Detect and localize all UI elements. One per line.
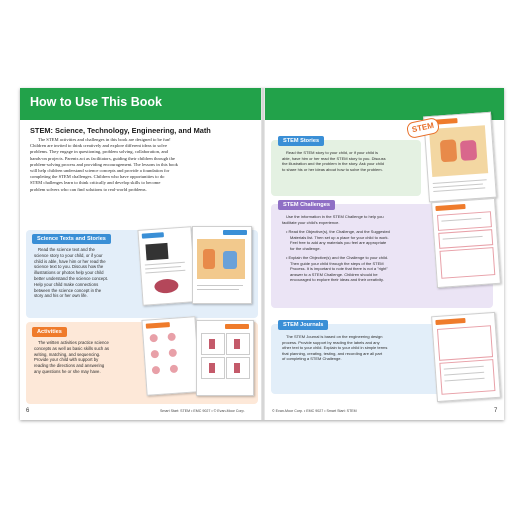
- intro-paragraph: [30, 137, 256, 193]
- sample-activity-page-thumbnail: [141, 316, 200, 396]
- science-line: story and his or her own life.: [34, 293, 88, 299]
- right-page-number: 7: [494, 408, 498, 414]
- stories-line: to share his or her ideas about how to solve the problem.: [282, 166, 383, 172]
- stem-tag: STEM: [406, 117, 441, 139]
- science-line: between the science concept in the: [34, 287, 102, 293]
- book-spine: [261, 88, 265, 420]
- journals-line: process. Provide support by reading the labels and any: [282, 339, 380, 345]
- stem-journals-text: [282, 334, 432, 362]
- activities-line: concepts as well as basic skills such as: [34, 345, 109, 351]
- science-line: Read the science text and the: [38, 247, 95, 252]
- bullet-line: • Read the Objective(s), the Challenge, and the Suggested: [286, 229, 390, 234]
- left-page-number: 6: [26, 408, 30, 414]
- bullet-line: encouraged to explore their ideas and their creativity.: [290, 277, 384, 283]
- activities-label: Activities: [32, 327, 67, 337]
- stories-line: Read the STEM story to your child, or if your child is: [286, 150, 379, 155]
- journals-line: that planning, creating, testing, and recording are all part: [282, 350, 383, 356]
- science-line: science text to you. Discuss how the: [34, 264, 104, 270]
- right-page-footer: © Evan-Moor Corp. • EMC 9027 • Smart Start: STEM: [272, 409, 357, 413]
- journals-line: The STEM Journal is based on the engineering design: [286, 334, 383, 339]
- activities-line: reading the directions and answering: [34, 363, 105, 369]
- bullet-line: Then guide your child through the steps of the STEM: [290, 260, 384, 266]
- science-line: science story to your child, or if your: [34, 252, 103, 258]
- section-title: STEM: Science, Technology, Engineering, and Math: [30, 126, 211, 135]
- stem-journals-label: STEM Journals: [278, 320, 328, 330]
- science-texts-text: [34, 247, 134, 299]
- intro-line: completing the STEM challenges. Children who have opportunities to do: [30, 174, 165, 180]
- activities-text: [34, 340, 138, 375]
- sample-stem-journal-thumbnail: [431, 312, 501, 402]
- stories-line: able, have him or her read the STEM story to you. Discuss: [282, 155, 386, 161]
- open-book-spread: [20, 88, 504, 420]
- journals-line: of completing a STEM Challenge.: [282, 356, 342, 362]
- stories-line: the illustration and the problem in the story. Ask your child: [282, 161, 384, 167]
- intro-line: Children are invited to think creatively and explore different ideas to solve: [30, 143, 168, 149]
- intro-line: problems. They engage in questioning, problem solving, collaboration, and: [30, 149, 168, 155]
- stem-stories-label: STEM Stories: [278, 136, 324, 146]
- stem-challenges-bullet-2: [286, 255, 432, 283]
- activities-line: Provide your child with support by: [34, 357, 99, 363]
- bullet-line: for the challenge.: [290, 245, 321, 251]
- left-page-footer: Smart Start: STEM • EMC 9027 • © Evan-Moor Corp.: [160, 409, 245, 413]
- science-line: child is able, have him or her read the: [34, 258, 106, 264]
- science-texts-label: Science Texts and Stories: [32, 234, 111, 244]
- sample-sequencing-page-thumbnail: [196, 320, 254, 396]
- science-line: Help your child make connections: [34, 281, 99, 287]
- challenges-line: Use the information in the STEM Challenge to help you: [286, 214, 384, 219]
- intro-line: problem-solving process and providing encouragement. The lessons in this book: [30, 161, 178, 167]
- sample-science-page-thumbnail: [137, 226, 196, 306]
- sample-stem-challenge-thumbnail: [431, 198, 501, 288]
- challenges-line: facilitate your child's experience.: [282, 219, 340, 225]
- intro-line: will help children understand science concepts and provide a foundation for: [30, 168, 170, 174]
- bullet-line: Process. It is important to note that there is not a "right": [290, 266, 388, 272]
- science-line: illustrations or photos help your child: [34, 270, 104, 276]
- stem-stories-text: [282, 150, 432, 172]
- intro-line: hands-on projects. Parents act as facilitators, guiding their children through the: [30, 155, 175, 161]
- activities-line: writing, matching, and sequencing.: [34, 351, 101, 357]
- bullet-line: Feel free to add any materials you feel are appropriate: [290, 240, 387, 246]
- bullet-line: Materials list. Then set up a place for your child to work.: [290, 234, 389, 240]
- journals-line: other text to your child. Explain to your child in simple terms: [282, 345, 388, 351]
- stem-challenges-label: STEM Challenges: [278, 200, 335, 210]
- intro-line: STEM challenges learn to think critically and develop skills to become: [30, 180, 161, 186]
- bullet-line: • Explain the Objective(s) and the Challenge to your child.: [286, 255, 389, 260]
- bullet-line: answer to a STEM Challenge. Children should be: [290, 271, 378, 277]
- activities-line: The written activities practice science: [38, 340, 109, 345]
- stem-challenges-intro: [282, 214, 432, 225]
- page-title: How to Use This Book: [30, 95, 162, 109]
- science-line: better understand the science concept.: [34, 275, 109, 281]
- activities-line: any questions he or she may have.: [34, 368, 101, 374]
- sample-story-page-thumbnail: [192, 226, 252, 304]
- stem-challenges-bullet-1: [286, 229, 432, 251]
- header-banner-left: [20, 88, 261, 120]
- intro-line: problem solvers who can find solutions to real-world problems.: [30, 186, 147, 192]
- intro-line: The STEM activities and challenges in this book are designed to be fun!: [38, 137, 171, 142]
